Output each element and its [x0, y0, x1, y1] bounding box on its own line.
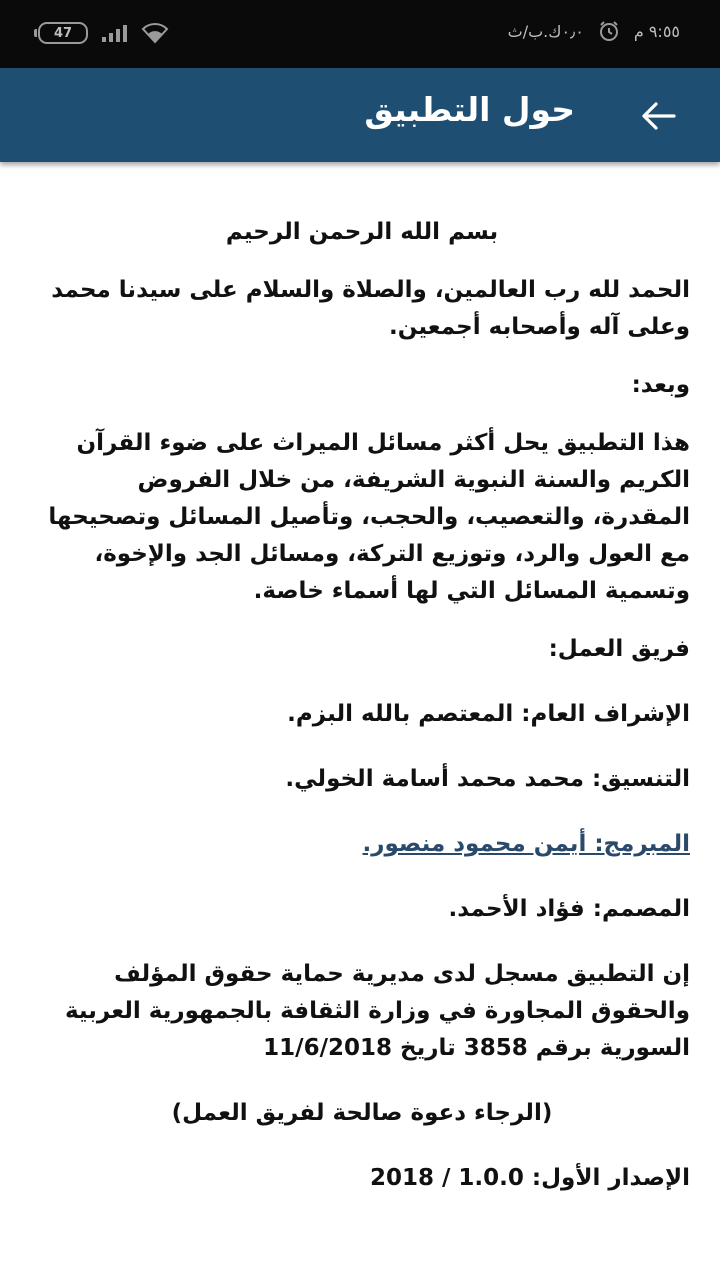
- battery-icon: [38, 22, 88, 44]
- supervision-line: الإشراف العام: المعتصم بالله البزم.: [287, 701, 690, 727]
- basmala: بسم الله الرحمن الرحيم: [225, 219, 499, 245]
- back-button[interactable]: [638, 94, 682, 138]
- arrow-right-icon: [642, 101, 678, 131]
- app-bar: [0, 68, 720, 162]
- dua-line: (الرجاء دعوة صالحة لفريق العمل): [171, 1100, 553, 1126]
- signal-icon: [102, 24, 127, 42]
- clock: ٩:٥٥ م: [633, 21, 680, 41]
- alarm-icon: [598, 20, 620, 42]
- battery-level: 47: [53, 25, 73, 41]
- programmer-link[interactable]: المبرمج: أيمن محمود منصور.: [362, 831, 690, 857]
- hamd-paragraph: الحمد لله رب العالمين، والصلاة والسلام على سيدنا محمد وعلى آله وأصحابه أجمعين.: [51, 277, 690, 340]
- status-right-group: [508, 20, 680, 42]
- description-paragraph: هذا التطبيق يحل أكثر مسائل الميراث على ضوء القرآن الكريم والسنة النبوية الشريفة، من خلال الفروض المقدرة، والتعصيب، والحجب، وتأصيل المسائل وتصحيحها مع العول والرد، وتوزيع التركة، ومسائل الجد والإخوة، وتسمية المسائل التي لها أسماء خاصة.: [48, 430, 690, 604]
- about-content: [34, 200, 690, 1197]
- status-bar: [0, 0, 720, 68]
- designer-line: المصمم: فؤاد الأحمد.: [448, 896, 690, 922]
- registration-paragraph: إن التطبيق مسجل لدى مديرية حماية حقوق المؤلف والحقوق المجاورة في وزارة الثقافة بالجمهورية العربية السورية برقم 3858 تاريخ 11/6/2018: [64, 961, 690, 1061]
- coordination-line: التنسيق: محمد محمد أسامة الخولي.: [285, 766, 690, 792]
- page-title: حول التطبيق: [364, 90, 575, 129]
- wabaad-text: وبعد:: [631, 372, 690, 398]
- wifi-icon: [141, 22, 169, 44]
- network-speed: ٠٫٠ك.ب/ث: [507, 21, 584, 41]
- version-line: الإصدار الأول: 1.0.0 / 2018: [369, 1165, 690, 1191]
- status-left-group: [38, 22, 169, 44]
- team-heading: فريق العمل:: [548, 636, 690, 662]
